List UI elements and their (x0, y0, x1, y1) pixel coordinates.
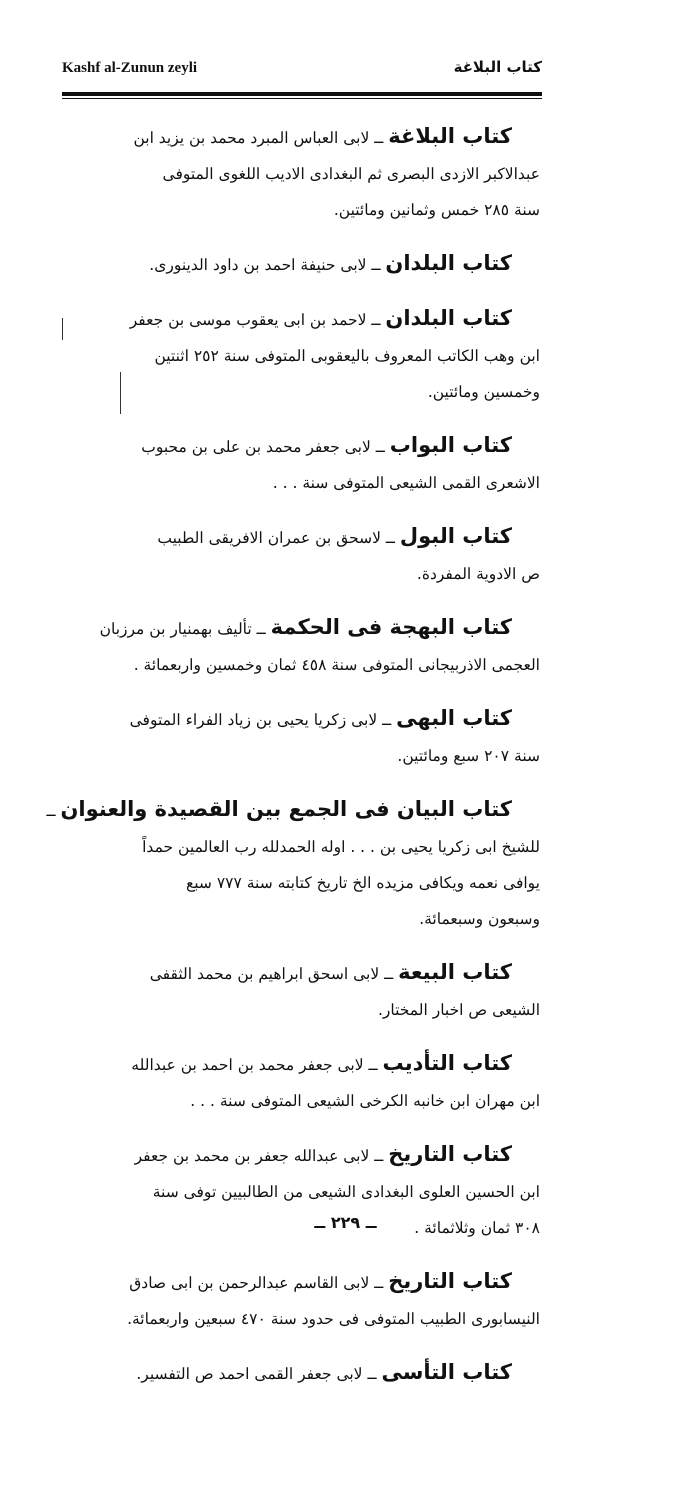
bibliography-entry (72, 609, 540, 683)
entry-first-line (72, 700, 540, 738)
entry-line: وسبعون وسبعمائة. (419, 910, 540, 928)
entry-first-line (72, 609, 540, 647)
margin-mark (120, 372, 121, 414)
entry-line: للشيخ ابى زكريا يحيى بن . . . اوله الحمدلله رب العالمين حمداً (142, 838, 540, 856)
entry-title: كتاب البول (399, 524, 512, 548)
entry-line: سنة ٢٨٥ خمس وثمانين ومائتين. (333, 201, 540, 219)
entry-first-line (72, 1045, 540, 1083)
bibliography-entry (72, 300, 540, 410)
entry-text: ــ لابى عبدالله جعفر بن محمد بن جعفر (134, 1147, 389, 1165)
entry-first-line (72, 1136, 540, 1174)
bibliography-entry (72, 427, 540, 501)
bibliography-entry (72, 245, 540, 283)
bibliography-entry (72, 118, 540, 228)
entry-first-line (72, 1354, 540, 1392)
bibliography-entry (46, 791, 540, 937)
header-right-title: كتاب البلاغة (453, 58, 542, 76)
header-rule-thick (62, 92, 542, 96)
entry-text: ــ لاسحق بن عمران الافريقى الطبيب (157, 529, 400, 547)
bibliography-entry (72, 1045, 540, 1119)
entry-line: ص الادوية المفردة. (416, 565, 540, 583)
entry-text: ــ لابى جعفر محمد بن على بن محبوب (141, 438, 390, 456)
entry-text: ــ تأليف بهمنيار بن مرزبان (99, 620, 271, 638)
entry-line: ابن وهب الكاتب المعروف باليعقوبى المتوفى سنة ٢٥٢ اثنتين (154, 347, 540, 365)
entry-line: وخمسين ومائتين. (427, 383, 540, 401)
bibliography-entry (72, 700, 540, 774)
bibliography-entry (72, 1354, 540, 1392)
entry-title: كتاب التاريخ (388, 1269, 512, 1293)
entry-title: كتاب البيان فى الجمع بين القصيدة والعنوان (60, 797, 512, 821)
entry-title: كتاب البيعة (398, 960, 512, 984)
bibliography-entry (72, 954, 540, 1028)
entry-first-line (72, 300, 540, 338)
entry-first-line (46, 791, 540, 829)
entry-line: النيسابورى الطبيب المتوفى فى حدود سنة ٤٧٠ سبعين واربعمائة. (127, 1310, 540, 1328)
entry-line: الاشعرى القمى الشيعى المتوفى سنة . . . (272, 474, 540, 492)
entry-text: ــ لاحمد بن ابى يعقوب موسى بن جعفر (129, 311, 386, 329)
entry-title: كتاب التأديب (382, 1051, 512, 1075)
entry-first-line (72, 427, 540, 465)
entry-line: العجمى الاذربيجانى المتوفى سنة ٤٥٨ ثمان وخمسين واربعمائة . (133, 656, 540, 674)
entry-text: ــ لابى جعفر محمد بن احمد بن عبدالله (131, 1056, 383, 1074)
header-rule-thin (62, 98, 542, 99)
entry-title: كتاب البواب (389, 433, 512, 457)
entry-title: كتاب البلاغة (388, 124, 512, 148)
entry-line: ابن مهران ابن خانبه الكرخى الشيعى المتوفى سنة . . . (190, 1092, 540, 1110)
bibliography-entry (72, 1263, 540, 1337)
entry-first-line (72, 118, 540, 156)
margin-mark (62, 318, 63, 340)
running-header (62, 58, 542, 88)
entry-text: ــ لابى جعفر القمى احمد ص التفسير. (136, 1365, 382, 1383)
page-number: ــ ٢٢٩ ــ (314, 1213, 377, 1232)
entry-first-line (72, 245, 540, 283)
entry-title: كتاب التاريخ (388, 1142, 512, 1166)
entry-line: ابن الحسين العلوى البغدادى الشيعى من الطالبيين توفى سنة (152, 1183, 540, 1201)
header-left-text: Kashf al-Zunun zeyli (62, 60, 198, 76)
entry-title: كتاب البهجة فى الحكمة (270, 615, 512, 639)
entry-first-line (72, 954, 540, 992)
entry-first-line (72, 518, 540, 556)
entry-text: ــ لابى حنيفة احمد بن داود الدينورى. (149, 256, 386, 274)
entry-text: ــ (46, 802, 61, 820)
entry-line: الشيعى ص اخبار المختار. (377, 1001, 540, 1019)
entry-title: كتاب البهى (396, 706, 512, 730)
entry-line: سنة ٢٠٧ سبع ومائتين. (397, 747, 540, 765)
entry-text: ــ لابى اسحق ابراهيم بن محمد الثقفى (149, 965, 399, 983)
entry-text: ــ لابى القاسم عبدالرحمن بن ابى صادق (129, 1274, 389, 1292)
entry-first-line (72, 1263, 540, 1301)
entry-title: كتاب البلدان (385, 306, 512, 330)
bibliography-entry (72, 518, 540, 592)
entry-title: كتاب التأسى (381, 1360, 512, 1384)
entry-text: ــ لابى زكريا يحيى بن زياد الفراء المتوفى (129, 711, 397, 729)
entry-line: يوافى نعمه ويكافى مزيده الخ تاريخ كتابته سنة ٧٧٧ سبع (185, 874, 540, 892)
entry-line: ٣٠٨ ثمان وثلاثمائة . (414, 1219, 540, 1237)
entry-line: عبدالاكبر الازدى البصرى ثم البغدادى الاديب اللغوى المتوفى (162, 165, 540, 183)
entry-title: كتاب البلدان (385, 251, 512, 275)
entry-text: ــ لابى العباس المبرد محمد بن يزيد ابن (133, 129, 389, 147)
